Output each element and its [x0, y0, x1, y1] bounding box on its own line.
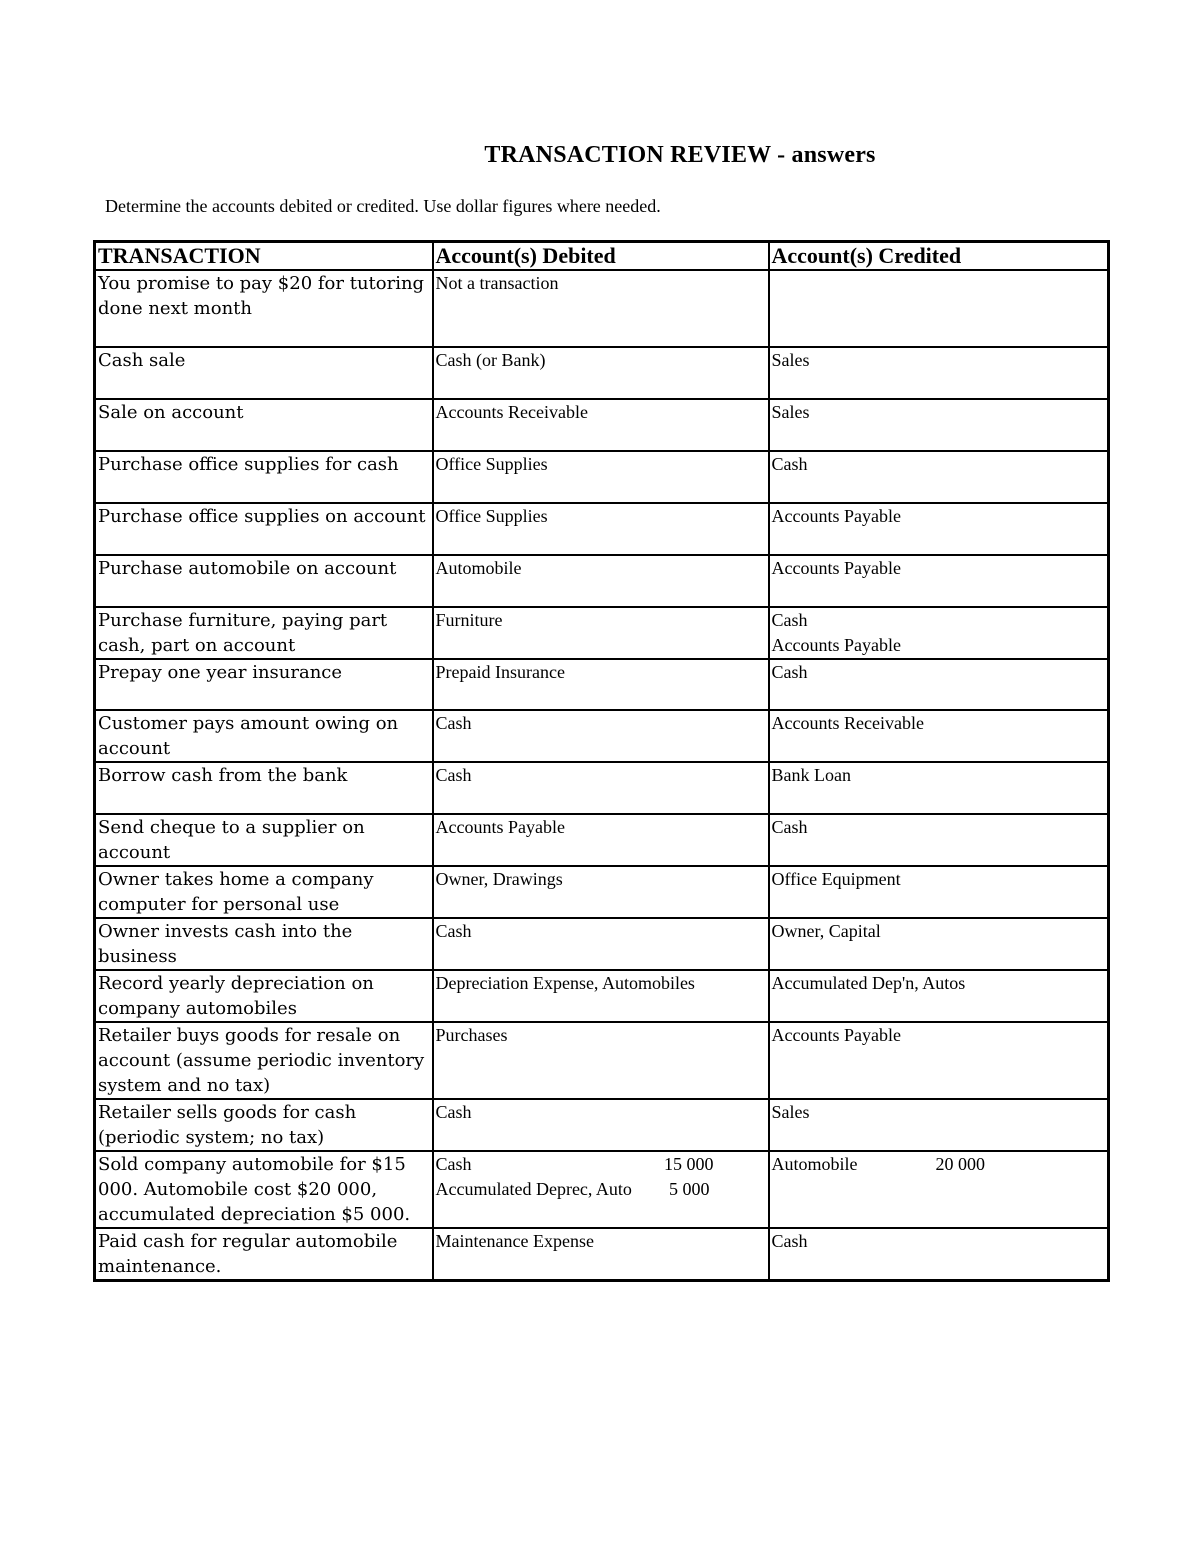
transaction-cell: Retailer sells goods for cash (periodic system; no tax) — [95, 1099, 433, 1151]
table-row — [95, 710, 1109, 762]
credited-cell: Accounts Receivable — [769, 710, 1109, 762]
debited-cell: Cash (or Bank) — [433, 347, 769, 399]
table-row — [95, 659, 1109, 710]
credited-cell: Cash — [769, 451, 1109, 503]
table-row — [95, 970, 1109, 1022]
debited-cell: Depreciation Expense, Automobiles — [433, 970, 769, 1022]
debited-cell: Cash — [433, 710, 769, 762]
transaction-cell: Sold company automobile for $15 000. Automobile cost $20 000, accumulated depreciation $5 000. — [95, 1151, 433, 1228]
debit-account: Cash — [435, 1154, 472, 1174]
transaction-cell: Customer pays amount owing on account — [95, 710, 433, 762]
table-row — [95, 918, 1109, 970]
debited-cell: Office Supplies — [433, 503, 769, 555]
credited-cell: Accounts Payable — [769, 1022, 1109, 1099]
debited-cell: Prepaid Insurance — [433, 659, 769, 710]
credited-cell: Sales — [769, 347, 1109, 399]
credited-cell: Cash — [769, 1228, 1109, 1281]
transaction-cell: Sale on account — [95, 399, 433, 451]
credited-cell: Accumulated Dep'n, Autos — [769, 970, 1109, 1022]
credited-cell: Sales — [769, 399, 1109, 451]
debited-cell: Cash — [433, 762, 769, 814]
credited-cell — [769, 270, 1109, 347]
debit-entry — [436, 1152, 766, 1177]
credited-cell: Cash — [769, 814, 1109, 866]
credit-entry — [772, 1152, 1106, 1177]
page-title: TRANSACTION REVIEW - answers — [484, 142, 876, 168]
debited-cell: Accounts Receivable — [433, 399, 769, 451]
table-row — [95, 1228, 1109, 1281]
table-row — [95, 451, 1109, 503]
header-accounts-credited: Account(s) Credited — [769, 242, 1109, 271]
debited-cell: Cash — [433, 918, 769, 970]
transaction-cell: Owner takes home a company computer for personal use — [95, 866, 433, 918]
header-accounts-debited: Account(s) Debited — [433, 242, 769, 271]
table-header-row — [95, 242, 1109, 271]
credited-line: Accounts Payable — [771, 635, 901, 655]
table-row — [95, 1022, 1109, 1099]
transaction-cell: You promise to pay $20 for tutoring done next month — [95, 270, 433, 347]
transaction-cell: Purchase furniture, paying part cash, part on account — [95, 607, 433, 659]
transaction-cell: Purchase automobile on account — [95, 555, 433, 607]
transaction-cell: Owner invests cash into the business — [95, 918, 433, 970]
debited-cell: Office Supplies — [433, 451, 769, 503]
table-row — [95, 607, 1109, 659]
debited-cell: Automobile — [433, 555, 769, 607]
table-row — [95, 347, 1109, 399]
table-row — [95, 399, 1109, 451]
debited-cell: Owner, Drawings — [433, 866, 769, 918]
transaction-cell: Cash sale — [95, 347, 433, 399]
credited-cell: Accounts Payable — [769, 555, 1109, 607]
debited-cell: Purchases — [433, 1022, 769, 1099]
credited-line: Cash — [771, 610, 808, 630]
transaction-cell: Send cheque to a supplier on account — [95, 814, 433, 866]
table-row — [95, 270, 1109, 347]
credited-cell: Accounts Payable — [769, 503, 1109, 555]
credited-cell — [769, 1151, 1109, 1228]
debited-cell: Accounts Payable — [433, 814, 769, 866]
header-transaction: TRANSACTION — [95, 242, 433, 271]
debit-amount: 5 000 — [669, 1179, 710, 1199]
credit-account: Automobile — [771, 1154, 858, 1174]
table-row — [95, 814, 1109, 866]
transaction-cell: Purchase office supplies on account — [95, 503, 433, 555]
debit-amount: 15 000 — [664, 1154, 714, 1174]
debited-cell: Furniture — [433, 607, 769, 659]
credited-cell: Office Equipment — [769, 866, 1109, 918]
debit-account: Accumulated Deprec, Auto — [435, 1179, 632, 1199]
table-row — [95, 866, 1109, 918]
debit-entry — [436, 1177, 766, 1202]
transaction-cell: Retailer buys goods for resale on account (assume periodic inventory system and no tax) — [95, 1022, 433, 1099]
table-row — [95, 1151, 1109, 1228]
transaction-cell: Paid cash for regular automobile maintenance. — [95, 1228, 433, 1281]
transaction-cell: Purchase office supplies for cash — [95, 451, 433, 503]
table-row — [95, 555, 1109, 607]
credited-cell: Sales — [769, 1099, 1109, 1151]
debited-cell: Maintenance Expense — [433, 1228, 769, 1281]
credited-cell: Cash — [769, 659, 1109, 710]
table-row — [95, 1099, 1109, 1151]
transaction-cell: Record yearly depreciation on company automobiles — [95, 970, 433, 1022]
instructions-text: Determine the accounts debited or credited. Use dollar figures where needed. — [105, 196, 661, 216]
credited-cell: Owner, Capital — [769, 918, 1109, 970]
credited-cell: Bank Loan — [769, 762, 1109, 814]
transaction-cell: Prepay one year insurance — [95, 659, 433, 710]
transaction-review-table — [93, 240, 1110, 1282]
credited-cell — [769, 607, 1109, 659]
table-row — [95, 503, 1109, 555]
debited-cell: Cash — [433, 1099, 769, 1151]
credit-amount: 20 000 — [935, 1154, 985, 1174]
debited-cell: Not a transaction — [433, 270, 769, 347]
debited-cell — [433, 1151, 769, 1228]
table-row — [95, 762, 1109, 814]
transaction-cell: Borrow cash from the bank — [95, 762, 433, 814]
